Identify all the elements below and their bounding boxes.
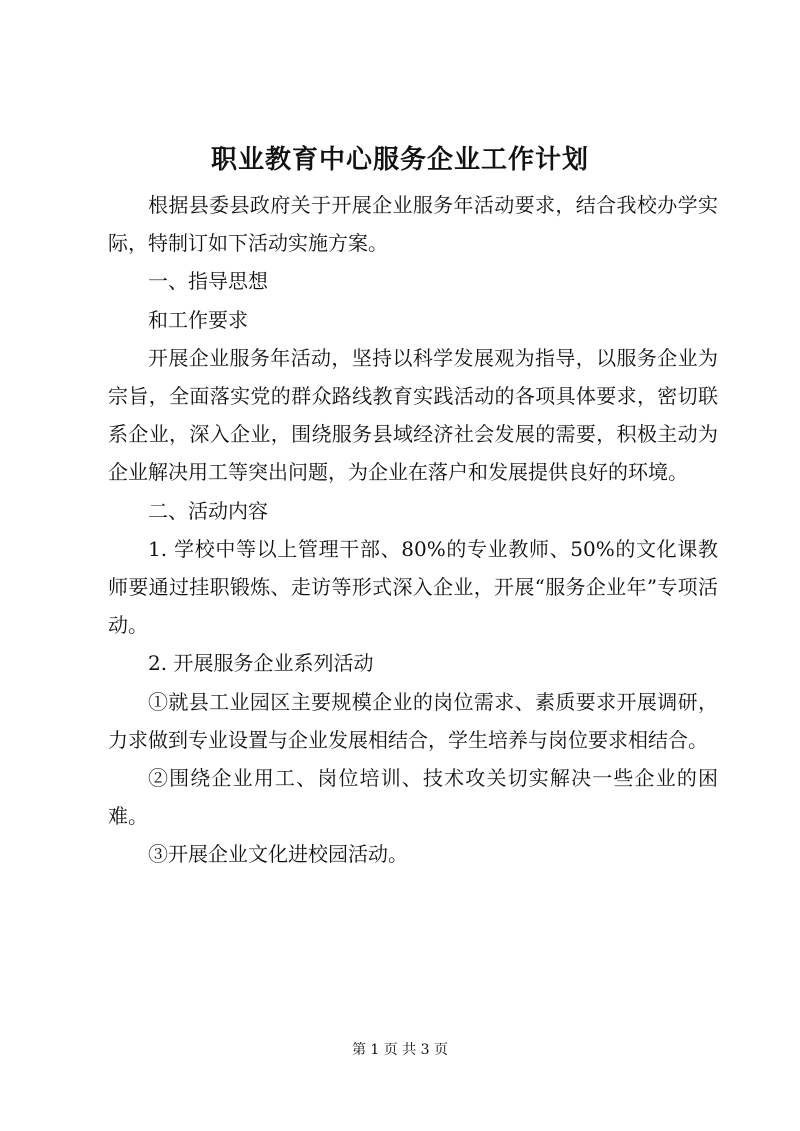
document-body xyxy=(108,186,718,874)
guiding-thought-paragraph: 开展企业服务年活动，坚持以科学发展观为指导，以服务企业为宗旨，全面落实党的群众路线教育实践活动的各项具体要求，密切联系企业，深入企业，围绕服务县域经济社会发展的需要，积极主动为企业解决用工等突出问题，为企业在落户和发展提供良好的环境。 xyxy=(108,345,718,485)
section-heading-work-requirements: 和工作要求 xyxy=(148,307,248,332)
activity-item-1: 1. 学校中等以上管理干部、80%的专业教师、50%的文化课教师要通过挂职锻炼、走访等形式深入企业，开展“服务企业年”专项活动。 xyxy=(108,536,718,638)
section-heading-activity-content: 二、活动内容 xyxy=(148,498,268,523)
activity-subitem-3: ③开展企业文化进校园活动。 xyxy=(148,842,408,867)
activity-item-2-heading: 2. 开展服务企业系列活动 xyxy=(148,651,374,676)
intro-paragraph: 根据县委县政府关于开展企业服务年活动要求，结合我校办学实际，特制订如下活动实施方案。 xyxy=(108,193,718,256)
document-title: 职业教育中心服务企业工作计划 xyxy=(210,145,589,175)
page-footer: 第 1 页 共 3 页 xyxy=(351,1042,449,1058)
activity-subitem-2: ②围绕企业用工、岗位培训、技术攻关切实解决一些企业的困难。 xyxy=(108,766,718,829)
section-heading-guiding-thought: 一、指导思想 xyxy=(148,269,268,294)
activity-subitem-1: ①就县工业园区主要规模企业的岗位需求、素质要求开展调研，力求做到专业设置与企业发展相结合，学生培养与岗位要求相结合。 xyxy=(108,689,718,752)
